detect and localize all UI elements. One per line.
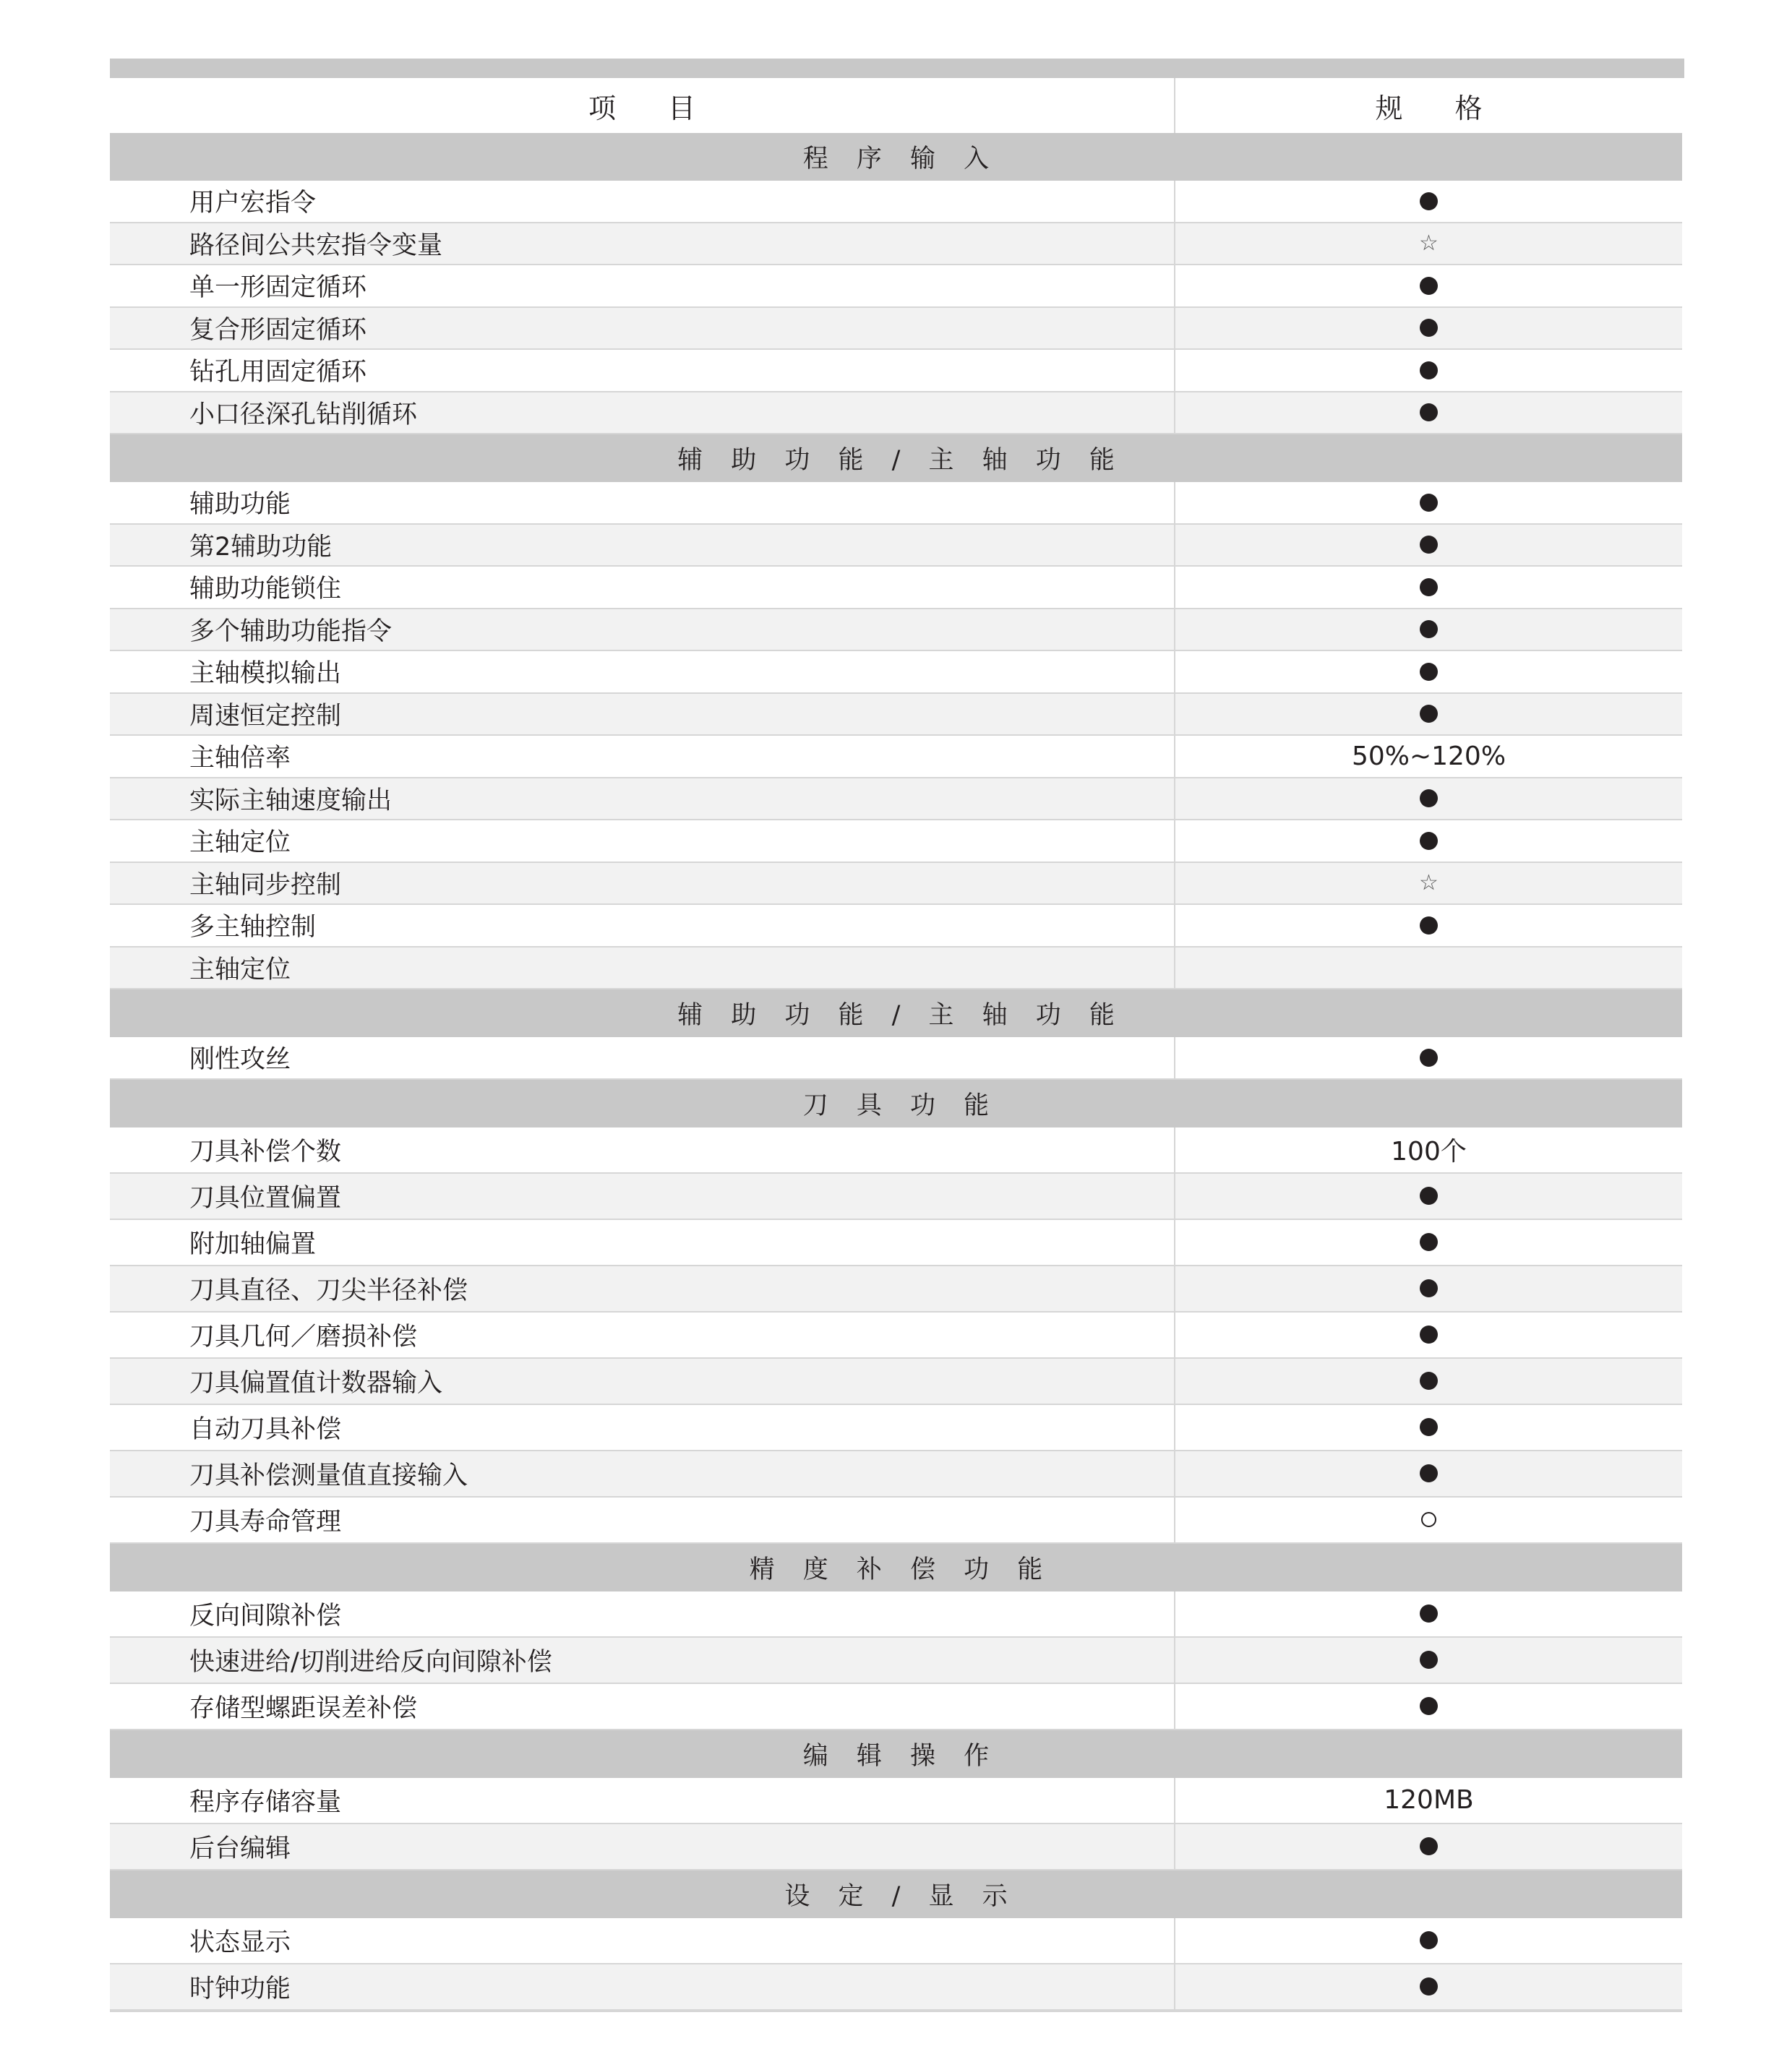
item-spec — [1175, 1638, 1682, 1683]
table-row — [110, 778, 1682, 821]
item-spec — [1175, 778, 1682, 820]
item-spec — [1175, 651, 1682, 692]
standard-dot-icon — [1420, 1049, 1438, 1067]
item-name: 刀具补偿个数 — [110, 1127, 1175, 1172]
table-row — [110, 820, 1682, 863]
item-spec — [1175, 1313, 1682, 1357]
standard-dot-icon — [1420, 319, 1438, 337]
table-row — [110, 567, 1682, 609]
item-spec — [1175, 1127, 1682, 1172]
header-spec: 规 格 — [1375, 92, 1504, 124]
standard-dot-icon — [1420, 663, 1438, 681]
item-spec — [1175, 1591, 1682, 1636]
item-spec — [1175, 350, 1682, 391]
standard-dot-icon — [1420, 1187, 1438, 1205]
section-header — [110, 434, 1682, 482]
table-row — [110, 350, 1682, 392]
table-body — [110, 133, 1682, 2011]
item-spec — [1175, 736, 1682, 777]
item-spec — [1175, 1174, 1682, 1219]
item-spec — [1175, 694, 1682, 735]
item-name: 主轴同步控制 — [110, 863, 1175, 904]
star-icon: ☆ — [1419, 231, 1439, 257]
section-header — [110, 133, 1682, 181]
table-row — [110, 1638, 1682, 1684]
section-title: 刀 具 功 能 — [802, 1091, 1000, 1120]
table-row — [110, 308, 1682, 351]
item-name: 多主轴控制 — [110, 905, 1175, 946]
item-name: 主轴定位 — [110, 948, 1175, 989]
item-spec — [1175, 1684, 1682, 1729]
item-name: 多个辅助功能指令 — [110, 609, 1175, 650]
table-row — [110, 1964, 1682, 2011]
table-row — [110, 1174, 1682, 1220]
item-name: 刀具直径、刀尖半径补偿 — [110, 1266, 1175, 1311]
item-spec — [1175, 1778, 1682, 1823]
table-row — [110, 1451, 1682, 1498]
item-spec — [1175, 1918, 1682, 1963]
item-name: 辅助功能锁住 — [110, 567, 1175, 608]
table-row — [110, 223, 1682, 266]
section-title: 辅 助 功 能 / 主 轴 功 能 — [677, 446, 1125, 475]
section-header — [110, 1080, 1682, 1127]
table-row — [110, 609, 1682, 652]
section-title: 精 度 补 偿 功 能 — [749, 1555, 1053, 1584]
item-name: 附加轴偏置 — [110, 1220, 1175, 1265]
item-name: 周速恒定控制 — [110, 694, 1175, 735]
standard-dot-icon — [1420, 1279, 1438, 1297]
table-row — [110, 1918, 1682, 1964]
star-icon: ☆ — [1419, 870, 1439, 896]
item-spec — [1175, 1359, 1682, 1404]
item-name: 刀具补偿测量值直接输入 — [110, 1451, 1175, 1496]
item-name: 辅助功能 — [110, 482, 1175, 523]
table-row — [110, 1313, 1682, 1359]
table-row — [110, 694, 1682, 736]
item-name: 时钟功能 — [110, 1964, 1175, 2009]
table-row — [110, 1498, 1682, 1544]
table-row — [110, 265, 1682, 308]
table-header — [110, 78, 1682, 133]
standard-dot-icon — [1420, 620, 1438, 638]
section-header — [110, 1544, 1682, 1591]
table-row — [110, 1684, 1682, 1730]
table-bottom-line — [110, 2011, 1682, 2012]
table-row — [110, 651, 1682, 694]
table-row — [110, 1037, 1682, 1080]
standard-dot-icon — [1420, 1605, 1438, 1623]
section-title: 辅 助 功 能 / 主 轴 功 能 — [677, 1001, 1125, 1030]
item-name: 第2辅助功能 — [110, 525, 1175, 566]
standard-dot-icon — [1420, 494, 1438, 512]
standard-dot-icon — [1420, 1651, 1438, 1669]
table-row — [110, 525, 1682, 567]
item-spec — [1175, 905, 1682, 946]
table-row — [110, 1778, 1682, 1824]
item-name: 路径间公共宏指令变量 — [110, 223, 1175, 265]
spec-value: 120MB — [1384, 1785, 1474, 1815]
item-name: 实际主轴速度输出 — [110, 778, 1175, 820]
spec-value: 50%~120% — [1351, 741, 1506, 771]
optional-circle-icon — [1421, 1512, 1436, 1527]
item-spec — [1175, 392, 1682, 434]
item-spec — [1175, 1451, 1682, 1496]
item-name: 后台编辑 — [110, 1824, 1175, 1869]
item-spec — [1175, 308, 1682, 349]
item-spec — [1175, 1405, 1682, 1450]
item-spec — [1175, 567, 1682, 608]
item-name: 自动刀具补偿 — [110, 1405, 1175, 1450]
section-header — [110, 1730, 1682, 1778]
header-item: 项 目 — [110, 78, 1175, 133]
spec-table — [110, 59, 1682, 2012]
top-bar — [110, 59, 1684, 78]
table-row — [110, 863, 1682, 906]
item-spec — [1175, 863, 1682, 904]
item-spec — [1175, 1498, 1682, 1542]
standard-dot-icon — [1420, 403, 1438, 421]
item-name: 钻孔用固定循环 — [110, 350, 1175, 391]
table-row — [110, 1824, 1682, 1870]
spec-value: 100个 — [1391, 1137, 1467, 1167]
table-row — [110, 181, 1682, 223]
table-row — [110, 482, 1682, 525]
table-row — [110, 1591, 1682, 1638]
item-spec — [1175, 1266, 1682, 1311]
standard-dot-icon — [1420, 789, 1438, 807]
item-spec — [1175, 609, 1682, 650]
section-header — [110, 989, 1682, 1037]
standard-dot-icon — [1420, 1233, 1438, 1251]
item-name: 主轴定位 — [110, 820, 1175, 862]
table-row — [110, 1266, 1682, 1313]
table-row — [110, 948, 1682, 990]
standard-dot-icon — [1420, 192, 1438, 210]
table-row — [110, 1220, 1682, 1266]
standard-dot-icon — [1420, 1977, 1438, 1996]
item-spec — [1175, 948, 1682, 989]
table-row — [110, 1405, 1682, 1451]
item-spec — [1175, 223, 1682, 265]
standard-dot-icon — [1420, 832, 1438, 850]
standard-dot-icon — [1420, 1837, 1438, 1855]
item-name: 快速进给/切削进给反向间隙补偿 — [110, 1638, 1175, 1683]
item-name: 主轴倍率 — [110, 736, 1175, 777]
table-row — [110, 736, 1682, 778]
section-title: 程 序 输 入 — [802, 145, 1000, 173]
section-title: 设 定 / 显 示 — [784, 1881, 1018, 1911]
standard-dot-icon — [1420, 578, 1438, 596]
item-name: 复合形固定循环 — [110, 308, 1175, 349]
section-title: 编 辑 操 作 — [802, 1741, 1000, 1771]
table-row — [110, 392, 1682, 435]
item-spec — [1175, 181, 1682, 222]
item-name: 主轴模拟输出 — [110, 651, 1175, 692]
standard-dot-icon — [1420, 361, 1438, 379]
table-row — [110, 1127, 1682, 1174]
item-spec — [1175, 265, 1682, 306]
standard-dot-icon — [1420, 1931, 1438, 1949]
item-name: 用户宏指令 — [110, 181, 1175, 222]
item-name: 状态显示 — [110, 1918, 1175, 1963]
standard-dot-icon — [1420, 1464, 1438, 1482]
item-name: 程序存储容量 — [110, 1778, 1175, 1823]
item-name: 单一形固定循环 — [110, 265, 1175, 306]
item-name: 刀具寿命管理 — [110, 1498, 1175, 1542]
item-name: 刀具几何／磨损补偿 — [110, 1313, 1175, 1357]
table-row — [110, 1359, 1682, 1405]
standard-dot-icon — [1420, 536, 1438, 554]
item-spec — [1175, 1824, 1682, 1869]
standard-dot-icon — [1420, 1697, 1438, 1715]
item-name: 刀具偏置值计数器输入 — [110, 1359, 1175, 1404]
standard-dot-icon — [1420, 1326, 1438, 1344]
item-name: 存储型螺距误差补偿 — [110, 1684, 1175, 1729]
standard-dot-icon — [1420, 705, 1438, 723]
item-spec — [1175, 820, 1682, 862]
standard-dot-icon — [1420, 916, 1438, 935]
item-name: 反向间隙补偿 — [110, 1591, 1175, 1636]
item-name: 小口径深孔钻削循环 — [110, 392, 1175, 434]
item-spec — [1175, 1037, 1682, 1078]
standard-dot-icon — [1420, 1418, 1438, 1436]
item-name: 刀具位置偏置 — [110, 1174, 1175, 1219]
table-row — [110, 905, 1682, 948]
standard-dot-icon — [1420, 277, 1438, 295]
standard-dot-icon — [1420, 1372, 1438, 1390]
section-header — [110, 1870, 1682, 1918]
item-spec — [1175, 482, 1682, 523]
item-spec — [1175, 1220, 1682, 1265]
item-name: 刚性攻丝 — [110, 1037, 1175, 1078]
item-spec — [1175, 525, 1682, 566]
item-spec — [1175, 1964, 1682, 2009]
